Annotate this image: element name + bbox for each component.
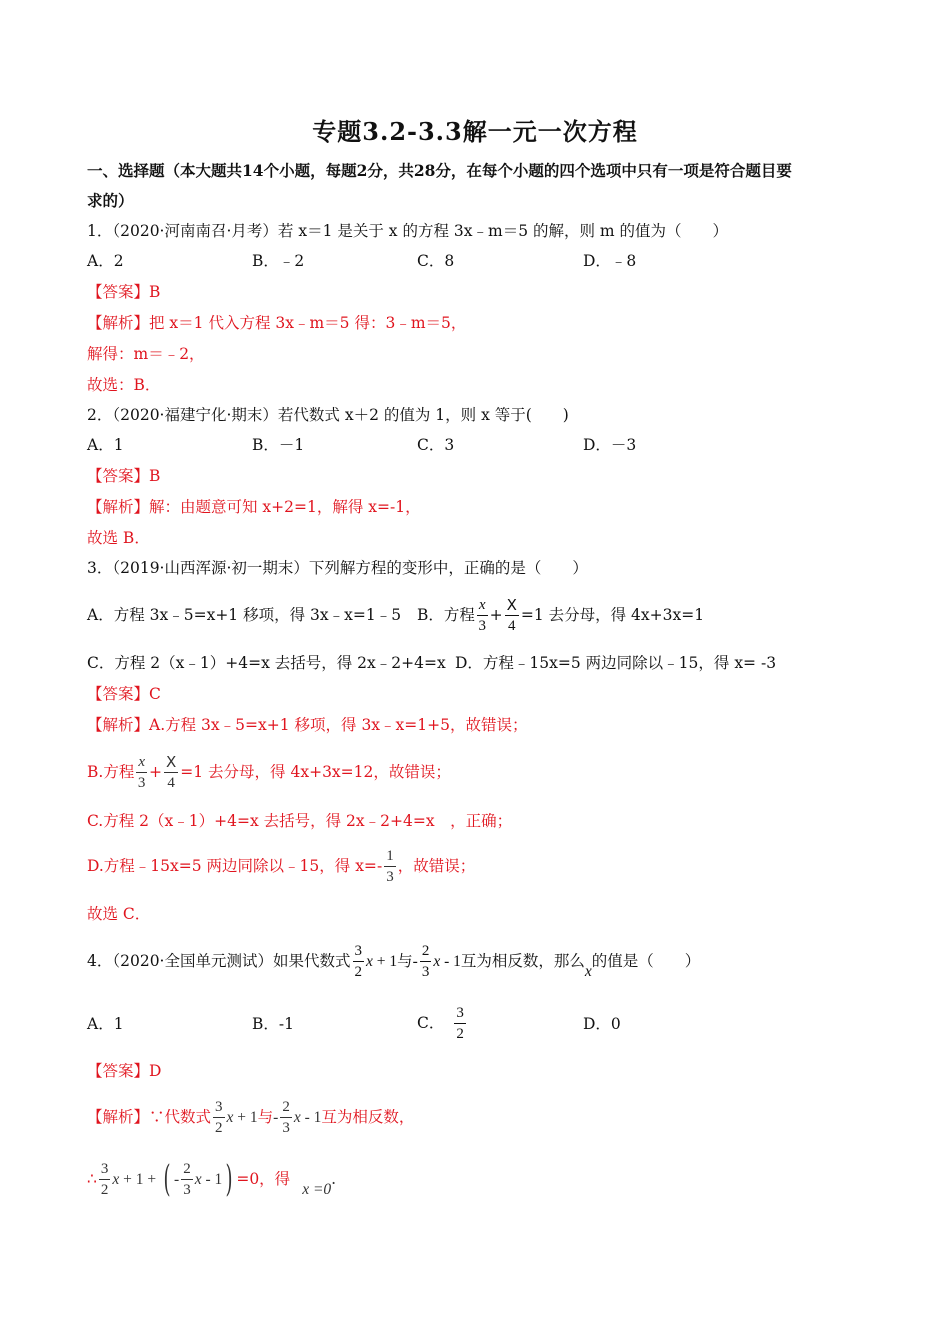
q4-option-d: D．0 [583, 1015, 621, 1033]
q2-answer: 【答案】B [87, 467, 161, 485]
q1-stem: 1．（2020·河南南召·月考）若 x＝1 是关于 x 的方程 3x﹣m＝5 的解，则 m 的值为（ ） [87, 222, 729, 240]
section-header: 一、选择题（本大题共14个小题，每题2分，共28分，在每个小题的四个选项中只有一项是符合题目要 [87, 161, 792, 180]
fraction-2-over-3: $\frac{2}{3}$ [183, 1161, 191, 1198]
fraction-3-over-2: $\frac{3}{2}$ [354, 943, 362, 980]
q3-stem: 3．（2019·山西浑源·初一期末）下列解方程的变形中，正确的是（ ） [87, 559, 588, 577]
q1-option-b: B．﹣2 [252, 252, 305, 270]
q2-option-b: B．－1 [252, 436, 305, 454]
fraction-2-over-3: $\frac{2}{3}$ [282, 1099, 290, 1136]
q4-stem-mid: 与 [397, 952, 413, 970]
fraction-2-over-3: $\frac{2}{3}$ [421, 943, 430, 980]
q3-conclusion: 故选 C． [87, 905, 151, 923]
q4-analysis-suffix: 互为相反数， [321, 1108, 415, 1126]
q1-option-c: C．8 [417, 252, 455, 270]
fraction-1-over-3: $\frac{1}{3}$ [386, 848, 394, 885]
fraction-x-over-4: $\frac{X}{4}$ [506, 596, 517, 634]
q4-therefore: ∴ $\frac{3}{2}$ x + 1 + ( - $\frac{2}{3}$ x - 1) =0，得x =0. [87, 1159, 337, 1200]
q4-stem-prefix: 4．（2020·全国单元测试）如果代数式 [87, 952, 351, 970]
q1-analysis-3: 故选：B． [87, 376, 161, 394]
q4-option-c-label: C． [417, 1014, 445, 1032]
q2-stem: 2．（2020·福建宁化·期末）若代数式 x＋2 的值为 1，则 x 等于( ) [87, 406, 569, 424]
therefore-symbol: ∴ [87, 1170, 97, 1188]
q3-option-c: C．方程 2（x﹣1）+4=x 去括号，得 2x﹣2+4=x [87, 654, 446, 672]
q3-option-d: D．方程﹣15x=5 两边同除以﹣15，得 x= -3 [455, 654, 777, 672]
page-title: 专题3.2-3.3解一元一次方程 [312, 117, 638, 146]
q3-option-b-prefix: B．方程 [417, 606, 475, 624]
section-header-cont: 求的） [87, 191, 134, 210]
q3-answer: 【答案】C [87, 685, 161, 703]
q4-stem-end: 的值是（ ） [591, 952, 701, 970]
q3-analysis-d: D.方程﹣15x=5 两边同除以﹣15，得 x=- $\frac{1}{3}$ ，故错误； [87, 848, 476, 885]
fraction-x-over-3: $\frac{x}{3}$ [478, 597, 486, 634]
q4-analysis: 【解析】∵代数式 $\frac{3}{2}$ x + 1与- $\frac{2}{3}$ x - 1互为相反数， [87, 1099, 415, 1136]
q2-option-d: D．－3 [583, 436, 637, 454]
q2-option-c: C．3 [417, 436, 455, 454]
result-x-equals-0: x =0 [302, 1181, 332, 1198]
q2-option-a: A．1 [87, 436, 124, 454]
q3-analysis-c: C.方程 2（x﹣1）+4=x 去括号，得 2x﹣2+4=x ，正确； [87, 812, 513, 830]
q4-answer: 【答案】D [87, 1062, 162, 1080]
therefore-mid: =0，得 [236, 1170, 291, 1188]
fraction-x-over-3: $\frac{x}{3}$ [137, 754, 146, 791]
q3-analysis-b-suffix: =1 去分母，得 4x+3x=12，故错误； [180, 763, 451, 781]
q1-option-a: A．2 [87, 252, 124, 270]
q4-option-c [417, 1000, 468, 1046]
q3-analysis-d-suffix: ，故错误； [397, 857, 476, 875]
q4-stem: 4．（2020·全国单元测试）如果代数式 $\frac{3}{2}$ x + 1与- $\frac{2}{3}$ x - 1互为相反数，那么x的值是（ ） [87, 943, 701, 980]
q3-analysis-b-prefix: B.方程 [87, 763, 135, 781]
q4-analysis-prefix: 【解析】∵代数式 [87, 1108, 212, 1126]
period: . [331, 1170, 337, 1188]
fraction-3-over-2: $\frac{3}{2}$ [100, 1161, 109, 1198]
fraction-3-over-2: $\frac{3}{2}$ [215, 1099, 223, 1136]
q3-option-a: A．方程 3x﹣5=x+1 移项，得 3x﹣x=1﹣5 [87, 606, 402, 624]
q1-answer: 【答案】B [87, 283, 161, 301]
q3-analysis-d-prefix: D.方程﹣15x=5 两边同除以﹣15，得 x= [87, 857, 377, 875]
q1-analysis: 【解析】把 x＝1 代入方程 3x﹣m＝5 得：3﹣m＝5， [87, 314, 467, 332]
q1-option-d: D．﹣8 [583, 252, 637, 270]
q3-option-b-suffix: =1 去分母，得 4x+3x=1 [520, 606, 705, 624]
fraction-3-over-2: $\frac{3}{2}$ [456, 1005, 464, 1042]
q4-analysis-mid: 与 [257, 1108, 274, 1126]
expression-x-plus-1: x [366, 953, 373, 970]
q4-option-a: A．1 [87, 1015, 124, 1033]
q4-option-b: B．-1 [252, 1015, 294, 1033]
q3-analysis-a: 【解析】A.方程 3x﹣5=x+1 移项，得 3x﹣x=1+5，故错误； [87, 716, 528, 734]
q3-analysis-b: B.方程 $\frac{x}{3}$ + $\frac{X}{4}$ =1 去分母，得 4x+3x=12，故错误； [87, 753, 451, 791]
q2-analysis-2: 故选 B． [87, 529, 150, 547]
q3-option-b: B．方程 $\frac{x}{3}$ + $\frac{X}{4}$ =1 去分母，得 4x+3x=1 [417, 596, 705, 634]
fraction-x-over-4: $\frac{X}{4}$ [166, 753, 177, 791]
q4-stem-suffix: 互为相反数，那么 [460, 952, 585, 970]
q1-analysis-2: 解得：m＝﹣2， [87, 345, 205, 363]
q2-analysis: 【解析】解：由题意可知 x+2=1，解得 x=-1， [87, 498, 421, 516]
